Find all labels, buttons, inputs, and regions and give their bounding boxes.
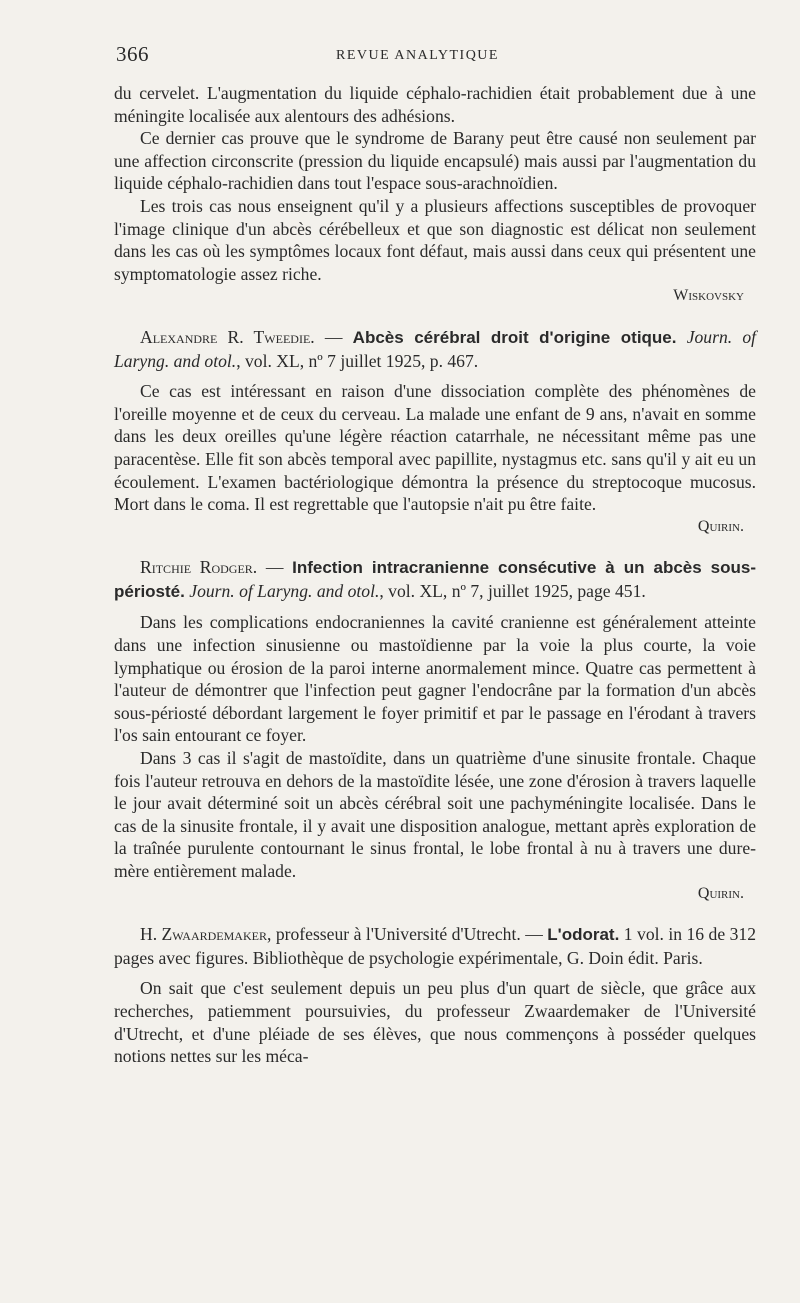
running-title: REVUE ANALYTIQUE <box>336 48 499 63</box>
review1-signature: Wiskovsky <box>673 287 744 305</box>
review-wiskovsky <box>114 82 756 308</box>
article-body <box>114 82 756 1068</box>
review3-paragraph-1: Dans les complications endocraniennes la cavité cranienne est généralement atteinte dans une infection sinusienne ou mastoïdienne par la voie la plus courte, la voie lymphatique ou érosion de la paroi interne anormalement mince. Quatre cas permettent à l'auteur de démontrer que l'infection peut gagner l'endocrâne par la formation d'un abcès sous-périosté débordant largement le foyer primitif et par le passage en l'érodant à travers l'os sain entourant ce foyer. <box>114 612 756 746</box>
review4-paragraph-1: On sait que c'est seulement depuis un peu plus d'un quart de siècle, que grâce aux recherches, patiemment poursuivies, du professeur Zwaardemaker de l'Université d'Utrecht, et d'une pléiade de ses élèves, que nous commençons à posséder quelques notions nettes sur les méca- <box>114 978 756 1067</box>
review1-paragraph-2: Ce dernier cas prouve que le syndrome de Barany peut être causé non seulement par une affection circonscrite (pression du liquide encapsulé) mais aussi par l'augmentation du liquide céphalo-rachidien dans tout l'espace sous-arachnoïdien. <box>114 128 756 194</box>
review-rodger <box>114 556 756 905</box>
review2-dash: — <box>314 326 353 347</box>
review3-title: Infection intracranienne consécutive à un abcès sous-périosté. <box>114 558 757 601</box>
review2-title: Abcès cérébral droit d'origine otique. <box>352 327 677 347</box>
review4-citation <box>114 923 756 969</box>
review3-dash: — <box>257 557 293 578</box>
review1-paragraph-3: Les trois cas nous enseignent qu'il y a plusieurs affections susceptibles de provoquer l'image clinique d'un abcès cérébelleux et que son diagnostic est délicat non seulement dans les cas où les symptômes locaux font défaut, mais aussi dans ceux qui présentent une symptomatologie assez riche. <box>114 195 756 284</box>
review2-author: Alexandre R. Tweedie. <box>140 326 315 347</box>
review3-signature: Quirin. <box>697 884 744 902</box>
review2-journal: Journ. of Laryng. and otol. <box>114 326 757 371</box>
review4-reference: 1 vol. in 16 de 312 pages avec figures. Bibliothèque de psychologie expérimentale, G. Doin édit. Paris. <box>114 924 757 968</box>
review4-role: professeur à l'Université d'Utrecht. — <box>271 924 548 945</box>
review3-citation <box>114 556 756 603</box>
review3-author: Ritchie Rodger. <box>140 557 258 578</box>
review2-paragraph-1: Ce cas est intéressant en raison d'une dissociation complète des phénomènes de l'oreille moyenne et de ceux du cerveau. La malade une enfant de 9 ans, n'avait en somme dans les deux oreilles qu'une légère réaction catarrhale, ne nécessitant même pas une paracentèse. Elle fit son abcès temporal avec papillite, nystagmus etc. sans qu'il y ait eu un écoulement. L'examen bactériologique démontra la présence du streptocoque mucosus. Mort dans le coma. Il est regrettable que l'autopsie n'ait pu être faite. <box>114 381 756 515</box>
page-number: 366 <box>116 42 149 66</box>
review2-citation <box>114 326 756 372</box>
review2-reference: , vol. XL, nº 7 juillet 1925, p. 467. <box>236 350 479 371</box>
review4-title: L'odorat. <box>547 925 620 945</box>
review2-signature: Quirin. <box>697 517 744 535</box>
review3-paragraph-2: Dans 3 cas il s'agit de mastoïdite, dans un quatrième d'une sinusite frontale. Chaque fois l'auteur retrouva en dehors de la mastoïdite lésée, une zone d'érosion à travers laquelle le jour avait déterminé soit un abcès cérébral soit une pachyméningite localisée. Dans le cas de la sinusite frontale, il y avait une disposition analogue, mettant après exploration de la traînée purulente contournant le sinus frontal, le lobe frontal à nu à travers une dure-mère entièrement malade. <box>114 748 756 881</box>
review-zwaardemaker <box>114 923 756 1068</box>
page-header <box>116 42 756 72</box>
review3-reference: , vol. XL, nº 7, juillet 1925, page 451. <box>379 580 646 601</box>
review1-paragraph-1: du cervelet. L'augmentation du liquide céphalo-rachidien était probablement due à une méningite localisée aux alentours des adhésions. <box>114 83 756 126</box>
review3-journal: Journ. of Laryng. and otol. <box>184 580 380 601</box>
review-tweedie <box>114 326 756 538</box>
review4-author: H. Zwaardemaker, <box>140 924 272 945</box>
